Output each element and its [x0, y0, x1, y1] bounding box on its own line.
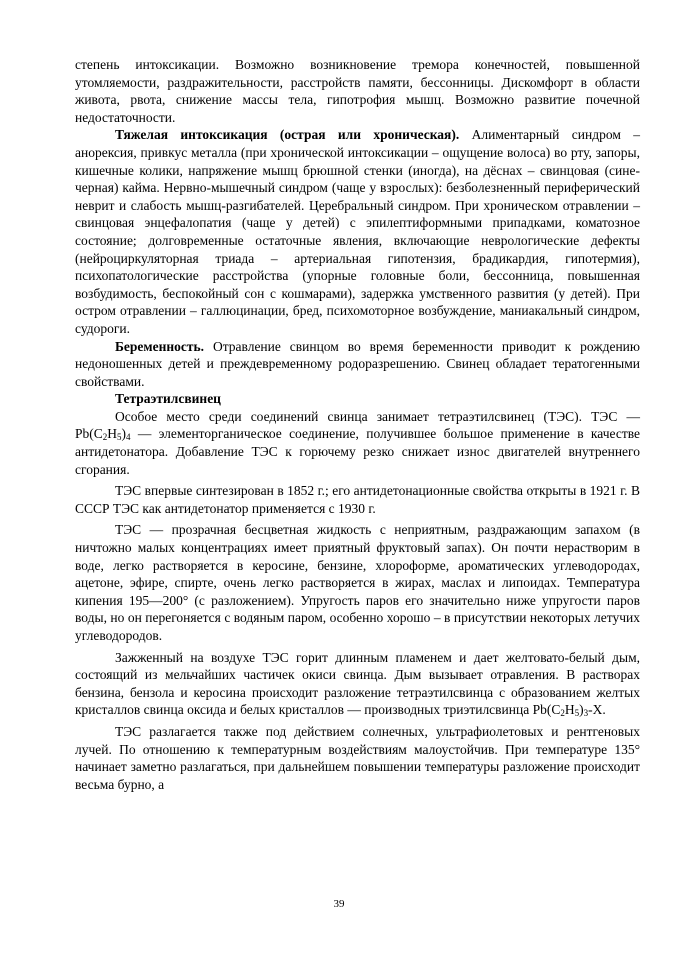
paragraph-pregnancy: [75, 338, 640, 391]
paragraph-tes-intro: [75, 408, 640, 478]
page-body: [75, 56, 640, 793]
tes-intro-text-b: H: [107, 426, 118, 442]
paragraph-tes-history: ТЭС впервые синтезирован в 1852 г.; его антидетонационные свойства открыты в 1921 г. В СССР ТЭС как антидетонатор применяется с 1930 г.: [75, 483, 640, 516]
pregnancy-title: Беременность.: [115, 338, 205, 354]
subscript: 3: [583, 708, 589, 719]
tes-combustion-text-b: H: [564, 702, 575, 718]
subscript: 2: [560, 708, 565, 719]
severe-intoxication-title: Тяжелая интоксикация (острая или хроническая).: [115, 127, 460, 143]
tes-combustion-text-a: Зажженный на воздухе ТЭС горит длинным пламенем и дает желтовато-белый дым, состоящий из мельчайших частичек окиси свинца. Дым вызывает отравления. В растворах бензина, бензола и керосина происходит разложение тетраэтилсвинца с образованием желтых кристаллов свинца оксида и белых кристаллов — производных триэтилсвинца Pb(C: [75, 649, 640, 718]
subscript: 4: [126, 432, 131, 443]
paragraph-severe-intoxication: [75, 126, 640, 337]
paragraph-tes-combustion: [75, 649, 640, 719]
tes-combustion-text-d: -X.: [588, 702, 606, 718]
pregnancy-text: Отравление свинцом во время беременности приводит к рождению недоношенных детей и преждевременному родоразрешению. Свинец обладает тератогенными свойствами.: [75, 338, 640, 389]
paragraph-intro: степень интоксикации. Возможно возникновение тремора конечностей, повышенной утомляемости, раздражительности, расстройств памяти, бессонницы. Дискомфорт в области живота, рвота, снижение массы тела, гипотрофия мышц. Возможно развитие почечной недостаточности.: [75, 57, 640, 125]
paragraph-tes-decomposition: ТЭС разлагается также под действием солнечных, ультрафиолетовых и рентгеновых лучей. По отношению к температурным воздействиям малоустойчив. При температуре 135° начинает заметно разлагаться, при дальнейшем повышении температуры разложение происходит весьма бурно, а: [75, 723, 640, 792]
page-number: 39: [333, 898, 345, 910]
paragraph-tes-properties: ТЭС — прозрачная бесцветная жидкость с неприятным, раздражающим запахом (в ничтожно малых концентрациях имеет приятный фруктовый запах). Он почти нерастворим в воде, легко растворяется в керосине, бензине, хлороформе, ароматических углеводородах, ацетоне, эфире, спирте, очень легко растворяется в жирах, маслах и липоидах. Температура кипения 195—200° (с разложением). Упругость паров его значительно ниже упругости паров воды, но он перегоняется с водяным паром, особенно хорошо – в присутствии некоторых летучих углеводородов.: [75, 522, 640, 643]
severe-intoxication-text: Алиментарный синдром – анорексия, привкус металла (при хронической интоксикации – ощущение волоса) во рту, запоры, кишечные колики, напряжение мышц брюшной стенки (иногда), на дёснах – свинцовая (сине-черная) кайма. Нервно-мышечный синдром (чаще у взрослых): безболезненный периферический неврит и слабость мышц-разгибателей. Церебральный синдром. При хроническом отравлении – свинцовая энцефалопатия (чаще у детей) с эпилептиформными припадками, коматозное состояние; долговременные остаточные явления, включающие неврологические дефекты (нейроциркуляторная триада – артериальная гипотензия, брадикардия, гипотермия), психопатологические расстройства (упорные головные боли, бессонница, повышенная возбудимость, беспокойный сон с кошмарами), задержка умственного развития (у детей). При остром отравлении – галлюцинации, бред, психомоторное возбуждение, маниакальный синдром, судороги.: [75, 127, 640, 336]
tes-intro-text-d: — элементорганическое соединение, получившее большое применение в качестве антидетонатора. Добавление ТЭС к горючему резко снижает износ двигателей внутреннего сгорания.: [75, 426, 640, 477]
subscript: 5: [574, 708, 580, 719]
subscript: 2: [102, 432, 108, 443]
tes-combustion-text-c: ): [579, 702, 584, 718]
section-heading: Тетраэтилсвинец: [115, 391, 221, 407]
subscript: 5: [117, 432, 122, 443]
tes-intro-text-a: Особое место среди соединений свинца занимает тетраэтилсвинец (ТЭС). ТЭС — Pb(C: [75, 408, 640, 442]
tes-intro-text-c: ): [121, 426, 127, 442]
